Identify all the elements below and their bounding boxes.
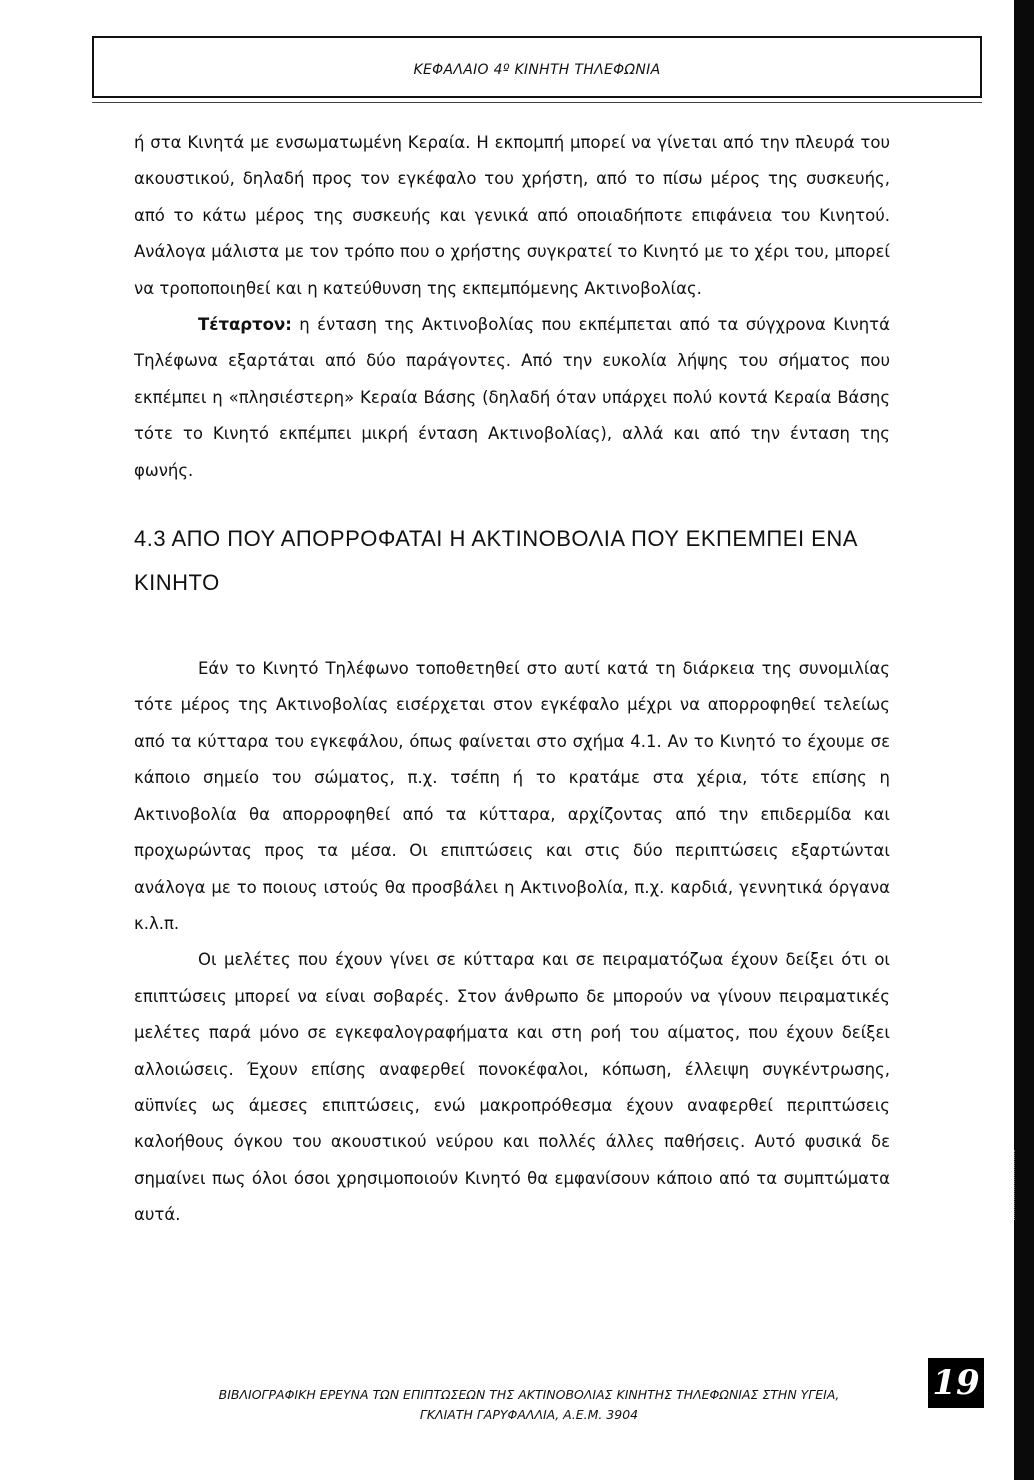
paragraph-2-lead: Τέταρτον: <box>198 315 292 335</box>
footer-line-2: ΓΚΛΙΑΤΗ ΓΑΡΥΦΑΛΛΙΑ, Α.Ε.Μ. 3904 <box>419 1407 639 1422</box>
chapter-header <box>92 36 982 98</box>
paragraph-4: Οι μελέτες που έχουν γίνει σε κύτταρα και σε πειραματόζωα έχουν δείξει ότι οι επιπτώσεις μπορεί να είναι σοβαρές. Στον άνθρωπο δε μπορούν να γίνουν πειραματικές μελέτες παρά μόνο σε εγκεφαλογραφήματα και στη ροή του αίματος, που έχουν δείξει αλλοιώσεις. Έχουν επίσης αναφερθεί πονοκέφαλοι, κόπωση, έλλειψη συγκέντρωσης, αϋπνίες ως άμεσες επιπτώσεις, ενώ μακροπρόθεσμα έχουν αναφερθεί περιπτώσεις καλοήθους όγκου του ακουστικού νεύρου και πολλές άλλες παθήσεις. Αυτό φυσικά δε σημαίνει πως όλοι όσοι χρησιμοποιούν Κινητό θα εμφανίσουν κάποιο από τα συμπτώματα αυτά. <box>134 950 890 1225</box>
paragraph-1: ή στα Κινητά με ενσωματωμένη Κεραία. Η εκπομπή μπορεί να γίνεται από την πλευρά του ακουστικού, δηλαδή προς τον εγκέφαλο του χρήστη, από το πίσω μέρος της συσκευής, από το κάτω μέρος της συσκευής και γενικά από οποιαδήποτε επιφάνεια του Κινητού. Ανάλογα μάλιστα με τον τρόπο που ο χρήστης συγκρατεί το Κινητό με το χέρι του, μπορεί να τροποποιηθεί και η κατεύθυνση της εκπεμπόμενης Ακτινοβολίας. <box>134 133 890 298</box>
page-body <box>134 125 890 1234</box>
header-divider <box>92 102 982 103</box>
footer-line-1: ΒΙΒΛΙΟΓΡΑΦΙΚΗ ΕΡΕΥΝΑ ΤΩΝ ΕΠΙΠΤΩΣΕΩΝ ΤΗΣ ΑΚΤΙΝΟΒΟΛΙΑΣ ΚΙΝΗΤΗΣ ΤΗΛΕΦΩΝΙΑΣ ΣΤΗΝ ΥΓΕΙΑ, <box>218 1387 840 1402</box>
paragraph-3: Εάν το Κινητό Τηλέφωνο τοποθετηθεί στο αυτί κατά τη διάρκεια της συνομιλίας τότε μέρος της Ακτινοβολίας εισέρχεται στον εγκέφαλο μέχρι να απορροφηθεί τελείως από τα κύτταρα του εγκεφάλου, όπως φαίνεται στο σχήμα 4.1. Αν το Κινητό το έχουμε σε κάποιο σημείο του σώματος, π.χ. τσέπη ή το κρατάμε στα χέρια, τότε επίσης η Ακτινοβολία θα απορροφηθεί από τα κύτταρα, αρχίζοντας από την επιδερμίδα και προχωρώντας προς τα μέσα. Οι επιπτώσεις και στις δύο περιπτώσεις εξαρτώνται ανάλογα με το ποιους ιστούς θα προσβάλει η Ακτινοβολία, π.χ. καρδιά, γεννητικά όργανα κ.λ.π. <box>134 659 890 933</box>
page-footer <box>134 1385 924 1425</box>
paragraph-2 <box>134 307 890 489</box>
chapter-title: ΚΕΦΑΛΑΙΟ 4º ΚΙΝΗΤΗ ΤΗΛΕΦΩΝΙΑ <box>413 62 661 78</box>
scan-edge-shadow <box>1014 0 1034 1480</box>
page-number: 19 <box>928 1358 984 1408</box>
section-heading-wrap <box>134 517 890 605</box>
section-heading: 4.3 ΑΠΟ ΠΟΥ ΑΠΟΡΡΟΦΑΤΑΙ Η ΑΚΤΙΝΟΒΟΛΙΑ ΠΟΥ ΕΚΠΕΜΠΕΙ ΕΝΑ ΚΙΝΗΤΟ <box>134 526 857 596</box>
scan-side-marks <box>1014 1150 1019 1220</box>
paragraph-2-text: η ένταση της Ακτινοβολίας που εκπέμπεται από τα σύγχρονα Κινητά Τηλέφωνα εξαρτάται από δύο παράγοντες. Από την ευκολία λήψης του σήματος που εκπέμπει η «πλησιέστερη» Κεραία Βάσης (δηλαδή όταν υπάρχει πολύ κοντά Κεραία Βάσης τότε το Κινητό εκπέμπει μικρή ένταση Ακτινοβολίας), αλλά και από την ένταση της φωνής. <box>134 315 890 480</box>
